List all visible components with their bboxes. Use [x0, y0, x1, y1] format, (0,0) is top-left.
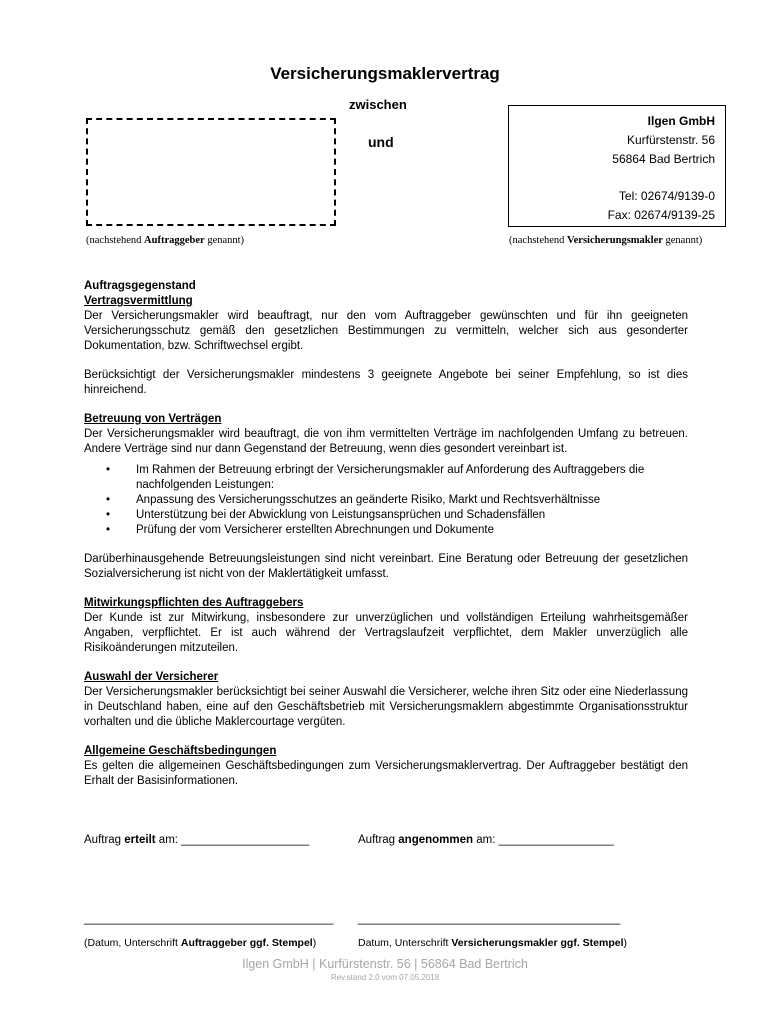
paragraph-auswahl: Der Versicherungsmakler berücksichtigt bei seiner Auswahl die Versicherer, welche ihren Sitz oder eine Niederlassung in Deutschland haben, eine auf den Geschäftsbetrieb mit Versicherungsmaklern abgestimmte Organisationsstruktur vorhalten und die übliche Maklercourtage vergüten.	[84, 686, 688, 728]
list-item: • Prüfung der vom Versicherer erstellten Abrechnungen und Dokumente	[106, 524, 494, 536]
auftrag-angenommen-field[interactable]: Auftrag angenommen am: __________________	[358, 834, 614, 846]
list-item: • Unterstützung bei der Abwicklung von Leistungsansprüchen und Schadensfällen	[106, 509, 546, 521]
broker-fax: Fax: 02674/9139-25	[607, 208, 715, 222]
section-heading-mitwirkung: Mitwirkungspflichten des Auftraggebers	[84, 597, 304, 609]
section-heading-vermittlung: Vertragsvermittlung	[84, 295, 193, 307]
signature-caption-makler: Datum, Unterschrift Versicherungsmakler ggf. Stempel)	[358, 937, 628, 949]
contract-body	[84, 279, 688, 789]
section-heading-auswahl: Auswahl der Versicherer	[84, 671, 219, 683]
client-address-box[interactable]	[86, 118, 336, 226]
broker-name: Ilgen GmbH	[647, 114, 715, 128]
broker-address-box	[508, 105, 726, 227]
list-item: • Anpassung des Versicherungsschutzes an geänderte Risiko, Markt und Rechtsverhältnisse	[106, 494, 601, 506]
list-item: • Im Rahmen der Betreuung erbringt der Versicherungsmakler auf Anforderung des Auftraggebers die nachfolgenden Leistungen:	[106, 464, 645, 491]
paragraph-vermittlung-1: Der Versicherungsmakler wird beauftragt, nur den vom Auftraggeber gewünschten und für ihn geeigneten Versicherungsschutz gemäß den gesetzlichen Bestimmungen zu vermitteln, welcher sich aus gesonderter Dokumentation, bzw. Schriftwechsel ergibt.	[84, 310, 688, 352]
paragraph-betreuung-2: Darüberhinausgehende Betreuungsleistungen sind nicht vereinbart. Eine Beratung oder Betreuung der gesetzlichen Sozialversicherung ist nicht von der Maklertätigkeit umfasst.	[84, 553, 688, 580]
document-title: Versicherungsmaklervertrag	[270, 64, 500, 83]
paragraph-betreuung-1: Der Versicherungsmakler wird beauftragt, die von ihm vermittelten Verträge im nachfolgenden Umfang zu betreuen. Andere Verträge sind nur dann Gegenstand der Betreuung, wenn dies gesondert vereinbart ist.	[84, 428, 688, 455]
paragraph-agb: Es gelten die allgemeinen Geschäftsbedingungen zum Versicherungsmaklervertrag. Der Auftraggeber bestätigt den Erhalt der Basisinformationen.	[84, 760, 688, 787]
footer-address: Ilgen GmbH | Kurfürstenstr. 56 | 56864 Bad Bertrich	[242, 957, 528, 971]
betreuung-list	[84, 463, 688, 538]
section-heading-betreuung: Betreuung von Verträgen	[84, 413, 222, 425]
client-role-note: (nachstehend Auftraggeber genannt)	[86, 235, 245, 246]
section-heading-agb: Allgemeine Geschäftsbedingungen	[84, 745, 277, 757]
broker-street: Kurfürstenstr. 56	[626, 133, 715, 147]
paragraph-vermittlung-2: Berücksichtigt der Versicherungsmakler mindestens 3 geeignete Angebote bei seiner Empfehlung, so ist dies hinreichend.	[84, 369, 688, 396]
signature-caption-auftraggeber: (Datum, Unterschrift Auftraggeber ggf. Stempel)	[84, 937, 317, 949]
broker-city: 56864 Bad Bertrich	[612, 152, 715, 166]
broker-role-note: (nachstehend Versicherungsmakler genannt)	[509, 235, 703, 246]
zwischen-label: zwischen	[349, 97, 407, 112]
section-heading-auftragsgegenstand: Auftragsgegenstand	[84, 280, 196, 292]
paragraph-mitwirkung: Der Kunde ist zur Mitwirkung, insbesondere zur unverzüglichen und vollständigen Erteilung wahrheitsgemäßer Angaben, verpflichtet. Er ist auch während der Vertragslaufzeit verpflichtet, dem Makler unverzüglich alle Risikoänderungen mitzuteilen.	[84, 612, 688, 654]
broker-tel: Tel: 02674/9139-0	[618, 189, 715, 203]
auftrag-erteilt-field[interactable]: Auftrag erteilt am: ____________________	[84, 834, 310, 846]
und-label: und	[368, 134, 394, 150]
signature-line-auftraggeber[interactable]: _______________________________________	[84, 913, 334, 925]
signature-line-makler[interactable]: _________________________________________	[358, 913, 621, 925]
revision-note: Rev.stand 2.0 vom 07.05.2018	[330, 973, 440, 982]
